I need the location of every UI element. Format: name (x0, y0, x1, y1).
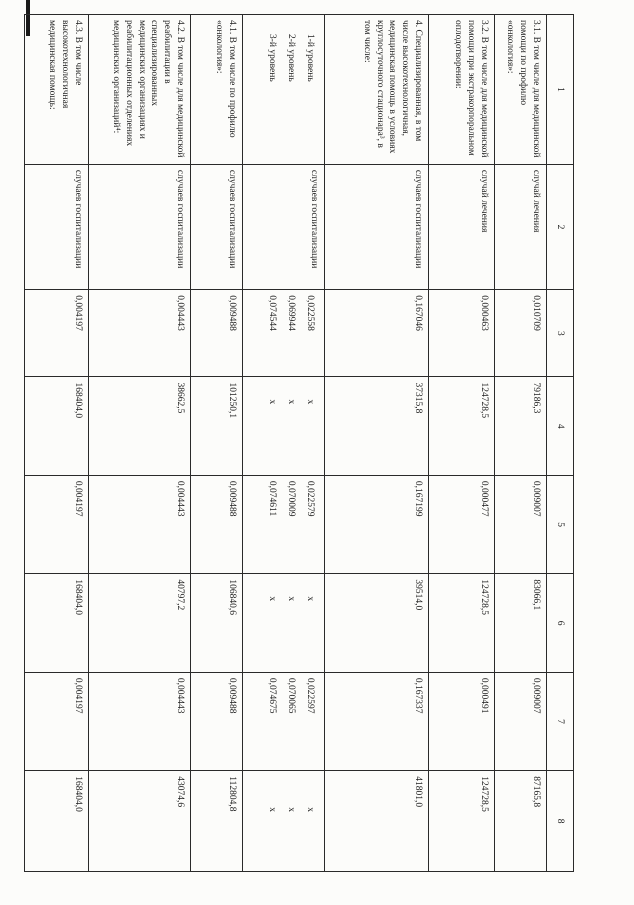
level-values-col3 (243, 290, 325, 377)
level-value: x (305, 807, 315, 813)
row-name: 4.1. В том числе по профилю «онкология»: (191, 15, 243, 165)
value-col3: 0,000463 (429, 290, 495, 377)
level-values-col7 (243, 672, 325, 770)
header-cell-6: 6 (547, 574, 574, 672)
table-row (89, 15, 191, 872)
header-cell-4: 4 (547, 377, 574, 475)
value-col7: 0,004197 (25, 672, 89, 770)
table-row (25, 15, 89, 872)
value-col6: 106840,6 (191, 574, 243, 672)
table-row (325, 15, 429, 872)
value-col3: 0,009488 (191, 290, 243, 377)
value-col7: 0,004443 (89, 672, 191, 770)
value-col6: 83066,1 (495, 574, 547, 672)
value-col8: 43074,6 (89, 771, 191, 872)
header-cell-5: 5 (547, 475, 574, 573)
level-value: x (305, 596, 315, 602)
value-col8: 112804,8 (191, 771, 243, 872)
level-values-col6 (243, 574, 325, 672)
level-value: 0,070065 (286, 677, 296, 714)
row-name: 3.2. В том числе для медицинской помощи при экстракорпоральном оплодотворении: (429, 15, 495, 165)
header-cell-1: 1 (547, 15, 574, 165)
value-col6: 40797,2 (89, 574, 191, 672)
header-cell-7: 7 (547, 672, 574, 770)
row-unit: случай лечения (495, 164, 547, 289)
row-unit: случаев госпитализации (89, 164, 191, 289)
table-row (429, 15, 495, 872)
value-col5: 0,004443 (89, 475, 191, 573)
row-name: 4.2. В том числе для медицинской реабилитации в специализированных медицинских организациях и реабилитационных отделениях медицинских организаций⁴: (89, 15, 191, 165)
table-row (191, 15, 243, 872)
level-value: x (267, 807, 277, 813)
level-names (243, 15, 325, 165)
value-col8: 87165,8 (495, 771, 547, 872)
level-value: 0,022597 (305, 677, 315, 714)
value-col4: 79186,3 (495, 377, 547, 475)
table-row-levels (243, 15, 325, 872)
row-name: 4. Специализированная, в том числе высокотехнологичная, медицинская помощь в условиях круглосуточного стационара³, в том числе: (325, 15, 429, 165)
row-unit: случай лечения (429, 164, 495, 289)
level-value: 0,074544 (267, 295, 277, 331)
level-name: 1-й уровень (305, 34, 315, 82)
header-cell-3: 3 (547, 290, 574, 377)
header-row (547, 15, 574, 872)
value-col7: 0,009488 (191, 672, 243, 770)
value-col5: 0,167199 (325, 475, 429, 573)
row-unit: случаев госпитализации (325, 164, 429, 289)
level-value: x (286, 596, 296, 602)
level-name: 3-й уровень (267, 34, 277, 82)
value-col4: 124728,5 (429, 377, 495, 475)
header-cell-2: 2 (547, 164, 574, 289)
level-value: 0,070009 (286, 480, 296, 517)
table-row (495, 15, 547, 872)
row-unit: случаев госпитализации (25, 164, 89, 289)
value-col4: 101250,1 (191, 377, 243, 475)
value-col6: 124728,5 (429, 574, 495, 672)
value-col8: 124728,5 (429, 771, 495, 872)
value-col4: 37315,8 (325, 377, 429, 475)
level-value: 0,074675 (267, 677, 277, 714)
value-col3: 0,004197 (25, 290, 89, 377)
level-value: 0,069944 (286, 295, 296, 331)
level-value: 0,022558 (305, 295, 315, 331)
level-value: 0,022579 (305, 480, 315, 517)
value-col5: 0,004197 (25, 475, 89, 573)
value-col7: 0,000491 (429, 672, 495, 770)
value-col6: 39514,0 (325, 574, 429, 672)
level-values-col5 (243, 475, 325, 573)
row-unit: случаев госпитализации (191, 164, 243, 289)
value-col3: 0,167046 (325, 290, 429, 377)
level-values-col8 (243, 771, 325, 872)
value-col7: 0,009007 (495, 672, 547, 770)
value-col6: 168404,0 (25, 574, 89, 672)
value-col4: 38662,5 (89, 377, 191, 475)
value-col4: 168404,0 (25, 377, 89, 475)
level-name: 2-й уровень (286, 34, 296, 82)
level-value: x (267, 596, 277, 602)
level-values-col4 (243, 377, 325, 475)
header-cell-8: 8 (547, 771, 574, 872)
tariff-table (24, 14, 574, 872)
row-unit: случаев госпитализации (243, 164, 325, 289)
value-col3: 0,004443 (89, 290, 191, 377)
level-value: x (305, 399, 315, 405)
row-name: 3.1. В том числе для медицинской помощи по профилю «онкология»: (495, 15, 547, 165)
level-value: x (267, 399, 277, 405)
value-col8: 168404,0 (25, 771, 89, 872)
row-name: 4.3. В том числе высокотехнологичная медицинская помощь: (25, 15, 89, 165)
value-col5: 0,009007 (495, 475, 547, 573)
value-col5: 0,000477 (429, 475, 495, 573)
value-col5: 0,009488 (191, 475, 243, 573)
level-value: 0,074611 (267, 480, 277, 517)
value-col8: 41801,0 (325, 771, 429, 872)
value-col3: 0,010709 (495, 290, 547, 377)
level-value: x (286, 399, 296, 405)
level-value: x (286, 807, 296, 813)
value-col7: 0,167337 (325, 672, 429, 770)
